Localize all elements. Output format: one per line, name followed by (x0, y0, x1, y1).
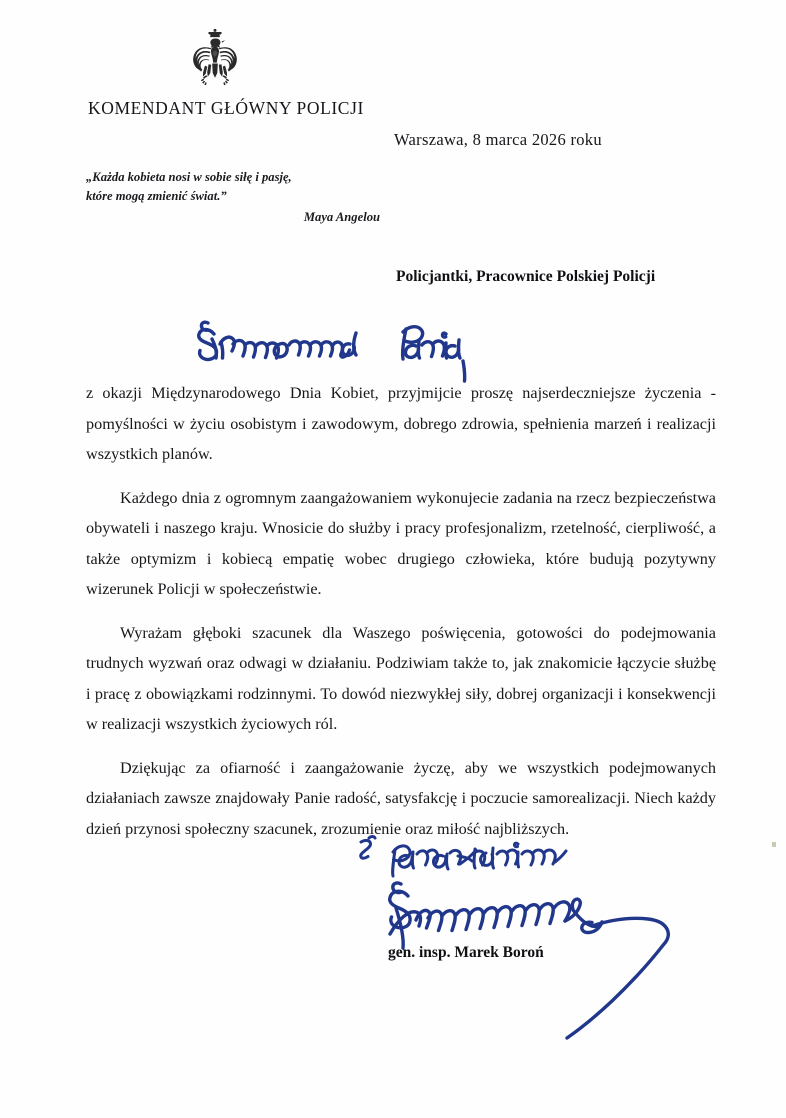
body-paragraph: Każdego dnia z ogromnym zaangażowaniem wykonujecie zadania na rzecz bezpieczeństwa obywateli i naszego kraju. Wnosicie do służby i pracy profesjonalizm, rzetelność, cierpliwość, a także optymizm i kobiecą empatię wobec drugiego człowieka, które budują pozytywny wizerunek Policji w społeczeństwie. (86, 488, 716, 598)
date-line: Warszawa, 8 marca 2026 roku (394, 130, 602, 149)
signature-name: gen. insp. Marek Boroń (388, 944, 544, 961)
polish-eagle-emblem (176, 28, 254, 98)
epigraph-line-1: „Każda kobieta nosi w sobie siłę i pasję, (86, 170, 292, 184)
body-paragraph: z okazji Międzynarodowego Dnia Kobiet, przyjmijcie proszę najserdeczniejsze życzenia - pomyślności w życiu osobistym i zawodowym, dobrego zdrowia, spełnienia marzeń i realizacji wszystkich planów. (86, 384, 716, 463)
epigraph-author: Maya Angelou (303, 210, 380, 225)
handwritten-signature (368, 872, 786, 1112)
organisation-title: KOMENDANT GŁÓWNY POLICJI (88, 98, 364, 118)
addressee-line: Policjantki, Pracownice Polskiej Policji (396, 268, 656, 285)
epigraph-line-2: które mogą zmienić świat.” (86, 188, 227, 203)
letter-body (86, 378, 716, 844)
handwritten-salutation (188, 306, 548, 376)
body-paragraph: Dziękując za ofiarność i zaangażowanie życzę, aby we wszystkich podejmowanych działaniach zawsze znajdowały Panie radość, satysfakcję i poczucie samorealizacji. Niech każdy dzień przynosi społeczny szacunek, zrozumienie oraz miłość najbliższych. (86, 758, 716, 838)
body-paragraph: Wyrażam głęboki szacunek dla Waszego poświęcenia, gotowości do podejmowania trudnych wyzwań oraz odwagi w działaniu. Podziwiam także to, jak znakomicie łączycie służbę i pracę z obowiązkami rodzinnymi. To dowód niezwykłej siły, dobrej organizacji i konsekwencji w realizacji wszystkich życiowych ról. (86, 623, 716, 733)
scan-artifact-speck (772, 842, 776, 847)
epigraph-block (86, 168, 386, 227)
